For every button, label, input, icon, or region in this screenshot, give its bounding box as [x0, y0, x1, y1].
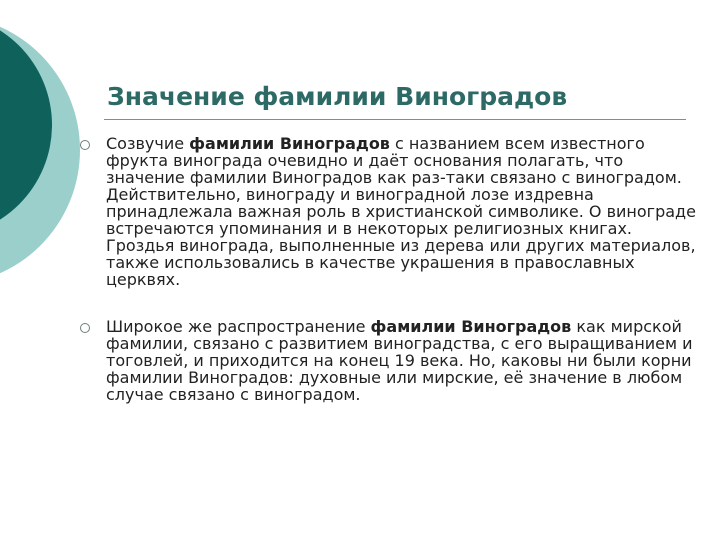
bullet-item-2	[80, 318, 700, 403]
bullet-text-2	[106, 318, 700, 403]
bullet-text-1	[106, 135, 700, 288]
title-underline	[104, 119, 686, 120]
bullet-item-1	[80, 135, 700, 288]
slide-title: Значение фамилии Виноградов	[107, 82, 568, 111]
bullet-text-plain: Широкое же распространение	[106, 317, 371, 336]
bullet-circle-icon	[80, 323, 90, 333]
bullet-circle-icon	[80, 140, 90, 150]
bullet-text-plain: Созвучие	[106, 134, 190, 153]
bullet-text-bold: фамилии Виноградов	[189, 134, 390, 153]
bullet-text-plain: с названием всем известного фрукта винограда очевидно и даёт основания полагать, что значение фамилии Виноградов как раз-таки связано с виноградом. Действительно, винограду и виноградной лозе издревна принадлежала важная роль в христианской символике. О винограде встречаются упоминания и в некоторых религиозных книгах. Гроздья винограда, выполненные из дерева или других материалов, также использовались в качестве украшения в православных церквях.	[106, 134, 696, 289]
bullet-list	[80, 135, 700, 403]
bullet-text-bold: фамилии Виноградов	[370, 317, 572, 336]
bullet-text-plain: как мирской фамилии, связано с развитием виноградства, с его выращиванием и тоговлей, и приходится на конец 19 века. Но, каковы ни были корни фамилии Виноградов: духовные или мирские, её значение в любом случае связано с виноградом.	[106, 317, 693, 404]
